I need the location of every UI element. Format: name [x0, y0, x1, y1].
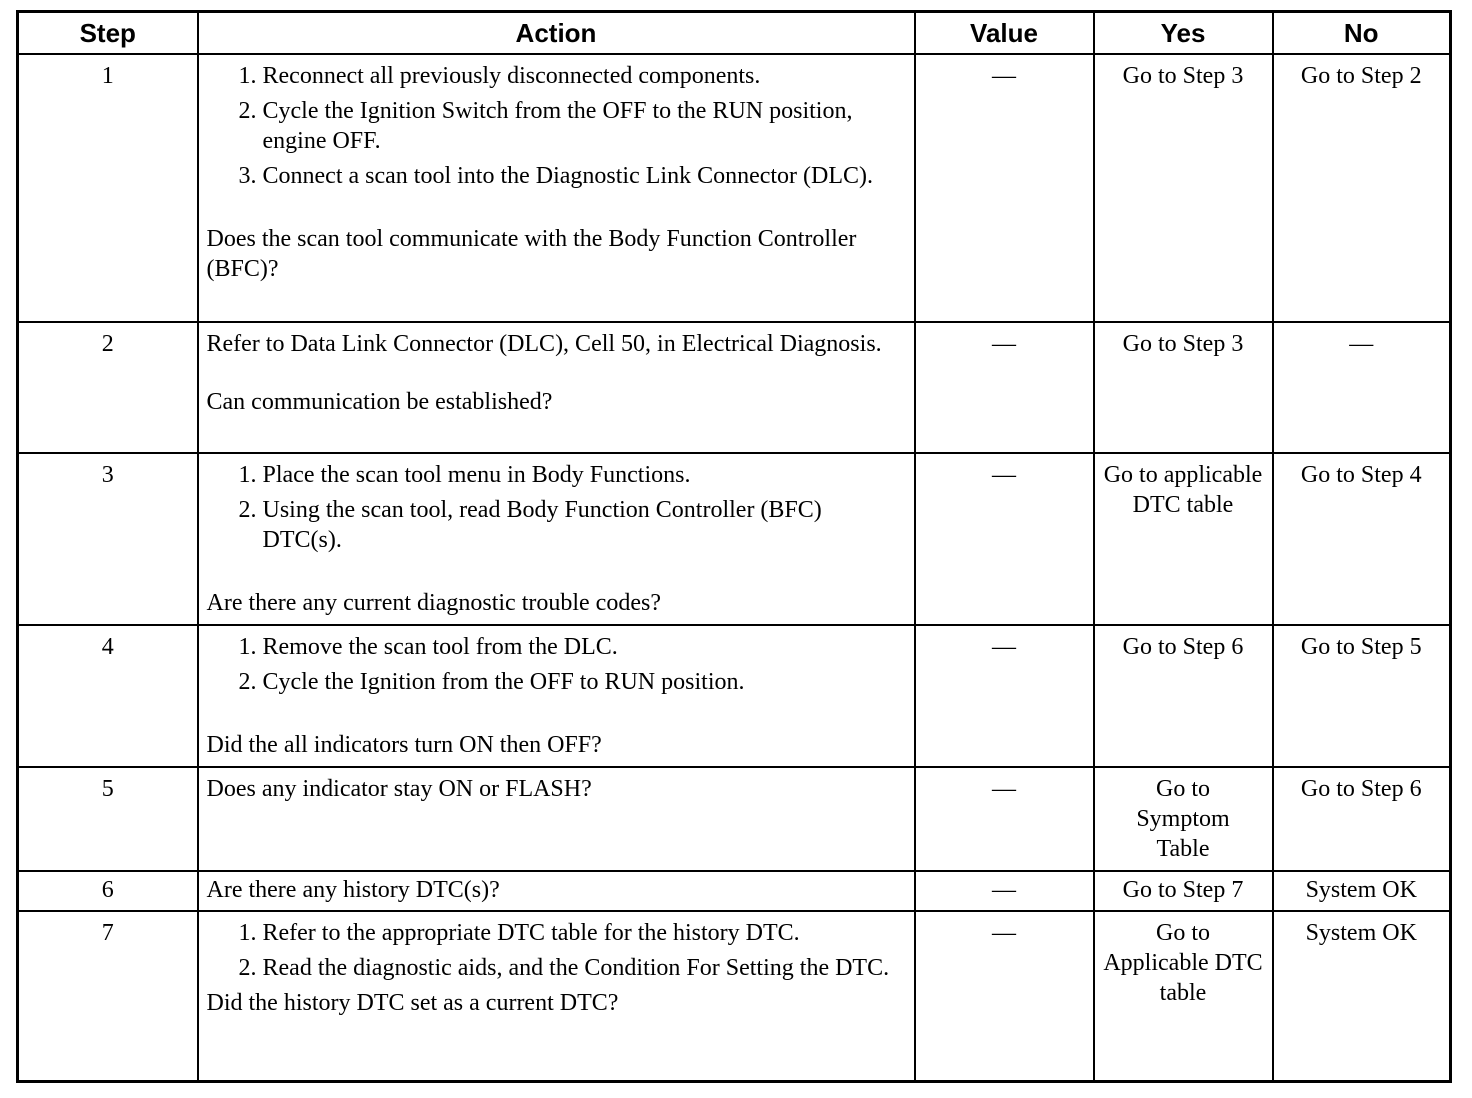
- yes-cell: Go to Step 6: [1094, 625, 1273, 767]
- step-number: 1: [18, 54, 198, 322]
- yes-cell: Go to Applicable DTC table: [1094, 911, 1273, 1081]
- yes-cell: Go to Step 7: [1094, 871, 1273, 911]
- value-cell: —: [915, 453, 1094, 625]
- action-text: Refer to Data Link Connector (DLC), Cell 50, in Electrical Diagnosis.: [206, 331, 882, 357]
- table-row: [18, 453, 1451, 625]
- header-no: No: [1273, 12, 1451, 55]
- no-cell: System OK: [1273, 911, 1451, 1081]
- action-cell: [198, 911, 915, 1081]
- action-item: 2. Read the diagnostic aids, and the Condition For Setting the DTC.: [263, 953, 906, 983]
- action-item: 2. Using the scan tool, read Body Function Controller (BFC) DTC(s).: [263, 495, 906, 555]
- yes-cell: Go to Step 3: [1094, 322, 1273, 453]
- no-cell: Go to Step 6: [1273, 767, 1451, 871]
- header-action: Action: [198, 12, 915, 55]
- header-value: Value: [915, 12, 1094, 55]
- step-number: 7: [18, 911, 198, 1081]
- yes-cell: Go to Step 3: [1094, 54, 1273, 322]
- yes-cell: Go to applicable DTC table: [1094, 453, 1273, 625]
- table-row: [18, 322, 1451, 453]
- table-row: [18, 871, 1451, 911]
- action-cell: [198, 625, 915, 767]
- action-question: Does the scan tool communicate with the Body Function Controller (BFC)?: [206, 226, 857, 282]
- action-item: 1. Refer to the appropriate DTC table for the history DTC.: [263, 918, 906, 948]
- action-list: [207, 632, 906, 697]
- value-cell: —: [915, 625, 1094, 767]
- value-cell: —: [915, 767, 1094, 871]
- table-row: [18, 625, 1451, 767]
- step-number: 5: [18, 767, 198, 871]
- action-list: [207, 460, 906, 555]
- action-list: [207, 61, 906, 191]
- action-question: Are there any history DTC(s)?: [206, 877, 500, 903]
- table-row: [18, 767, 1451, 871]
- action-item: 1. Place the scan tool menu in Body Functions.: [263, 460, 906, 490]
- value-cell: —: [915, 911, 1094, 1081]
- action-question: Did the all indicators turn ON then OFF?: [206, 732, 602, 758]
- step-number: 4: [18, 625, 198, 767]
- diagnostic-table: [16, 10, 1452, 1083]
- no-cell: System OK: [1273, 871, 1451, 911]
- no-cell: Go to Step 4: [1273, 453, 1451, 625]
- yes-cell: Go to Symptom Table: [1094, 767, 1273, 871]
- value-cell: —: [915, 871, 1094, 911]
- table-row: [18, 54, 1451, 322]
- action-question: Did the history DTC set as a current DTC?: [206, 990, 619, 1016]
- header-step: Step: [18, 12, 198, 55]
- header-yes: Yes: [1094, 12, 1273, 55]
- action-cell: [198, 767, 915, 871]
- action-cell: [198, 871, 915, 911]
- action-question: Can communication be established?: [206, 389, 553, 415]
- action-item: 2. Cycle the Ignition from the OFF to RUN position.: [263, 667, 906, 697]
- value-cell: —: [915, 54, 1094, 322]
- action-question: Are there any current diagnostic trouble codes?: [206, 590, 661, 616]
- action-cell: [198, 322, 915, 453]
- action-item: 1. Reconnect all previously disconnected components.: [263, 61, 906, 91]
- diagnostic-table-container: [16, 10, 1452, 1083]
- action-question: Does any indicator stay ON or FLASH?: [206, 776, 592, 802]
- value-cell: —: [915, 322, 1094, 453]
- no-cell: —: [1273, 322, 1451, 453]
- no-cell: Go to Step 5: [1273, 625, 1451, 767]
- action-list: [207, 918, 906, 983]
- action-cell: [198, 54, 915, 322]
- action-item: 3. Connect a scan tool into the Diagnostic Link Connector (DLC).: [263, 161, 906, 191]
- step-number: 2: [18, 322, 198, 453]
- action-item: 1. Remove the scan tool from the DLC.: [263, 632, 906, 662]
- step-number: 6: [18, 871, 198, 911]
- no-cell: Go to Step 2: [1273, 54, 1451, 322]
- action-item: 2. Cycle the Ignition Switch from the OFF to the RUN position, engine OFF.: [263, 96, 906, 156]
- action-cell: [198, 453, 915, 625]
- header-row: [18, 12, 1451, 55]
- table-row: [18, 911, 1451, 1081]
- step-number: 3: [18, 453, 198, 625]
